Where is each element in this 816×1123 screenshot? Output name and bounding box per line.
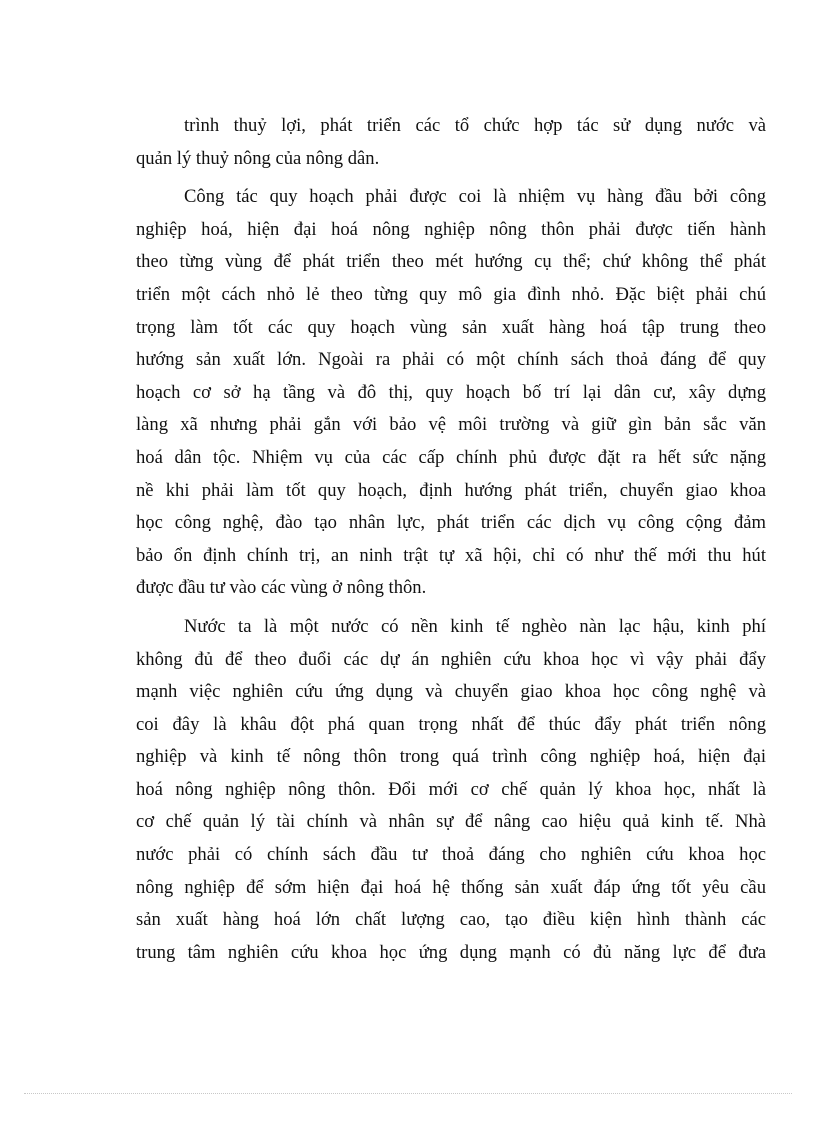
paragraph-2 bbox=[136, 181, 766, 605]
text-line: được đầu tư vào các vùng ở nông thôn. bbox=[136, 577, 427, 599]
text-line: học công nghệ, đào tạo nhân lực, phát triển các dịch vụ công cộng đảm bbox=[136, 512, 766, 534]
text-line: sản xuất hàng hoá lớn chất lượng cao, tạo điều kiện hình thành các bbox=[136, 909, 766, 931]
text-line: nghiệp và kinh tế nông thôn trong quá trình công nghiệp hoá, hiện đại bbox=[136, 746, 766, 768]
text-line: hoá dân tộc. Nhiệm vụ của các cấp chính phủ được đặt ra hết sức nặng bbox=[136, 446, 766, 468]
text-line: coi đây là khâu đột phá quan trọng nhất để thúc đẩy phát triển nông bbox=[136, 713, 766, 735]
text-line: cơ chế quản lý tài chính và nhân sự để nâng cao hiệu quả kinh tế. Nhà bbox=[136, 811, 766, 833]
text-line: hoạch cơ sở hạ tầng và đô thị, quy hoạch bố trí lại dân cư, xây dựng bbox=[136, 381, 766, 403]
text-line: nông nghiệp để sớm hiện đại hoá hệ thống sản xuất đáp ứng tốt yêu cầu bbox=[136, 876, 766, 898]
text-line: quản lý thuỷ nông của nông dân. bbox=[136, 147, 380, 169]
text-line: bảo ổn định chính trị, an ninh trật tự xã hội, chỉ có như thế mới thu hút bbox=[136, 544, 766, 566]
text-line: theo từng vùng để phát triển theo mét hướng cụ thể; chứ không thể phát bbox=[136, 251, 766, 273]
text-line: hướng sản xuất lớn. Ngoài ra phải có một chính sách thoả đáng để quy bbox=[136, 349, 766, 371]
text-line: không đủ để theo đuổi các dự án nghiên cứu khoa học vì vậy phải đẩy bbox=[136, 648, 766, 670]
text-line: nước phải có chính sách đầu tư thoả đáng cho nghiên cứu khoa học bbox=[136, 844, 766, 866]
text-line: hoá nông nghiệp nông thôn. Đổi mới cơ chế quản lý khoa học, nhất là bbox=[136, 778, 766, 800]
page-bottom-divider bbox=[24, 1093, 792, 1094]
text-line: trung tâm nghiên cứu khoa học ứng dụng mạnh có đủ năng lực để đưa bbox=[136, 941, 766, 963]
text-line: nghiệp hoá, hiện đại hoá nông nghiệp nông thôn phải được tiến hành bbox=[136, 218, 766, 240]
text-line: trình thuỷ lợi, phát triển các tổ chức hợp tác sử dụng nước và bbox=[184, 115, 766, 136]
body-text bbox=[136, 110, 766, 969]
text-line: mạnh việc nghiên cứu ứng dụng và chuyển giao khoa học công nghệ và bbox=[136, 681, 766, 703]
text-line: Công tác quy hoạch phải được coi là nhiệm vụ hàng đầu bởi công bbox=[184, 186, 766, 208]
text-line: nề khi phải làm tốt quy hoạch, định hướng phát triển, chuyển giao khoa bbox=[136, 479, 766, 501]
text-line: trọng làm tốt các quy hoạch vùng sản xuất hàng hoá tập trung theo bbox=[136, 316, 766, 338]
text-line: làng xã nhưng phải gắn với bảo vệ môi trường và giữ gìn bản sắc văn bbox=[136, 414, 766, 436]
paragraph-3 bbox=[136, 611, 766, 970]
paragraph-1 bbox=[136, 110, 766, 175]
text-line: triển một cách nhỏ lẻ theo từng quy mô gia đình nhỏ. Đặc biệt phải chú bbox=[136, 283, 766, 305]
text-line: Nước ta là một nước có nền kinh tế nghèo nàn lạc hậu, kinh phí bbox=[184, 615, 766, 637]
